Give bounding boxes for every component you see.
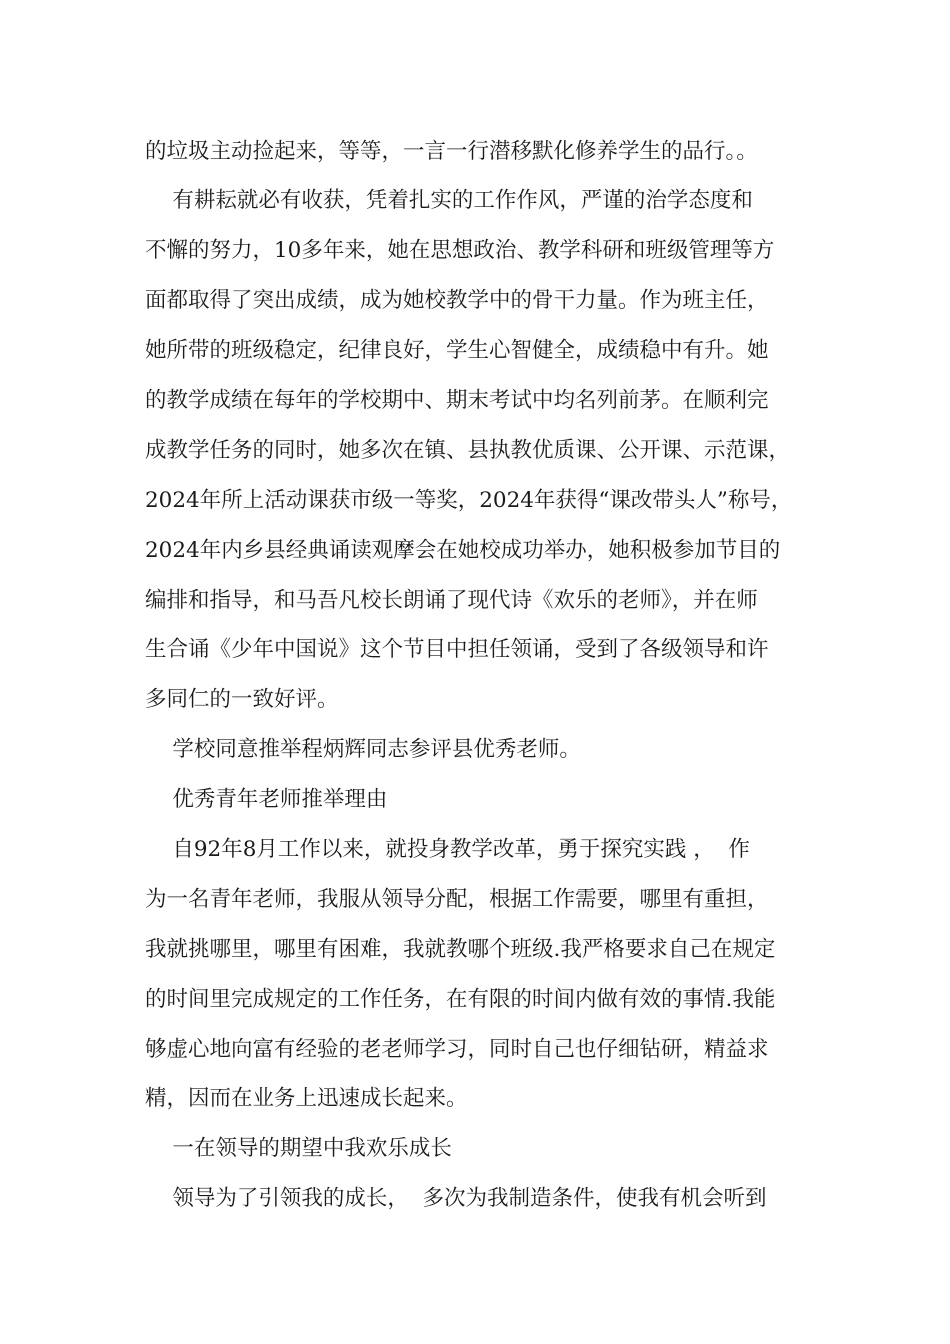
heading-line: 一在领导的期望中我欢乐成长 (145, 1136, 452, 1161)
text-line: 精，因而在业务上迅速成长起来。 (145, 1086, 468, 1111)
text-line: 自92年8月工作以来，就投身教学改革，勇于探究实践 ， 作 (145, 837, 750, 862)
text-line: 面都取得了突出成绩，成为她校教学中的骨干力量。作为班主任， (145, 288, 769, 313)
text-line: 多同仁的一致好评。 (145, 687, 339, 712)
text-line: 学校同意推举程炳辉同志参评县优秀老师。 (145, 737, 581, 762)
text-line: 生合诵《少年中国说》这个节目中担任领诵，受到了各级领导和许 (145, 637, 769, 662)
text-line: 的时间里完成规定的工作任务，在有限的时间内做有效的事情.我能 (145, 987, 776, 1012)
text-line: 的垃圾主动捡起来，等等，一言一行潜移默化修养学生的品行。。 (145, 139, 758, 164)
text-line: 2024年内乡县经典诵读观摩会在她校成功举办，她积极参加节目的 (145, 538, 781, 563)
text-line: 成教学任务的同时，她多次在镇、县执教优质课、公开课、示范课， (145, 438, 791, 463)
text-line: 的教学成绩在每年的学校期中、期末考试中均名列前茅。在顺利完 (145, 388, 769, 413)
text-line: 为一名青年老师，我服从领导分配，根据工作需要，哪里有重担， (145, 887, 769, 912)
text-line: 她所带的班级稳定，纪律良好，学生心智健全，成绩稳中有升。她 (145, 338, 769, 363)
text-line: 够虚心地向富有经验的老老师学习，同时自己也仔细钻研，精益求 (145, 1037, 769, 1062)
heading-line: 优秀青年老师推举理由 (145, 787, 388, 812)
text-line: 2024年所上活动课获市级一等奖，2024年获得“课改带头人”称号， (145, 488, 793, 513)
text-line: 有耕耘就必有收获，凭着扎实的工作作风，严谨的治学态度和 (145, 188, 753, 213)
text-line: 不懈的努力，10多年来，她在思想政治、教学科研和班级管理等方 (145, 238, 775, 263)
text-line: 领导为了引领我的成长， 多次为我制造条件，使我有机会听到 (145, 1186, 767, 1211)
text-line: 编排和指导，和马吾凡校长朗诵了现代诗《欢乐的老师》，并在师 (145, 588, 758, 613)
text-line: 我就挑哪里，哪里有困难，我就教哪个班级.我严格要求自己在规定 (145, 937, 776, 962)
